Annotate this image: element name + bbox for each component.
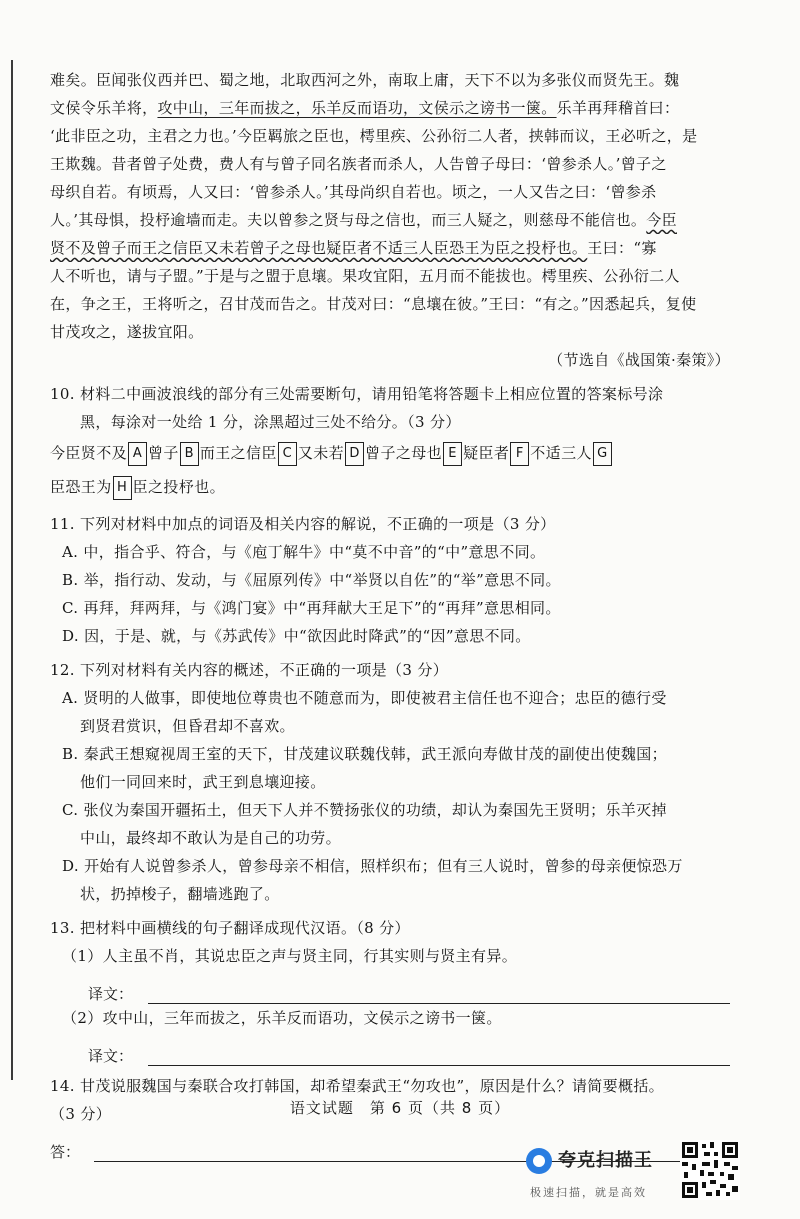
segment: 臣恐王为: [50, 478, 112, 496]
answer-line[interactable]: [148, 981, 730, 1004]
segment: 而王之信臣: [199, 444, 277, 462]
translation-answer-1: [50, 970, 730, 1004]
answer-box-a[interactable]: A: [128, 442, 147, 466]
answer-line[interactable]: [148, 1043, 730, 1066]
passage-line: 在，争之王，王将听之，召甘茂而告之。甘茂对曰：“息壤在彼。”王曰：“有之。”因悉起兵，复使: [50, 295, 697, 313]
answer-box-c[interactable]: C: [278, 442, 297, 466]
passage-line: 甘茂攻之，遂拔宜阳。: [50, 323, 204, 341]
passage: [50, 66, 730, 374]
question-stem: 12. 下列对材料有关内容的概述，不正确的一项是（3 分）: [50, 661, 449, 679]
passage-line: 贤不及曾子而王之信臣又未若曾子之母也疑臣者不适三人臣恐王为臣之投杼也。王曰：“寡: [50, 239, 657, 257]
wavy-underlined-text: 贤不及曾子而王之信臣又未若曾子之母也疑臣者不适三人臣恐王为臣之投杼也。: [50, 239, 588, 257]
question-12: [50, 656, 730, 908]
passage-line: 人不听也，请与子盟。”于是与之盟于息壤。果攻宜阳，五月而不能拔也。樗里疾、公孙衍二人: [50, 267, 680, 285]
question-stem: 10. 材料二中画波浪线的部分有三处需要断句，请用铅笔将答题卡上相应位置的答案标号涂: [50, 385, 664, 403]
passage-line: 人。’其母惧，投杼逾墙而走。夫以曾参之贤与母之信也，而三人疑之，则慈母不能信也。今臣: [50, 211, 677, 229]
option-a[interactable]: A. 中，指合乎、符合，与《庖丁解牛》中“莫不中音”的“中”意思不同。: [62, 543, 546, 561]
question-stem: 14. 甘茂说服魏国与秦联合攻打韩国，却希望秦武王“勿攻也”，原因是什么？请简要概括。: [50, 1077, 665, 1095]
segment: 疑臣者: [463, 444, 510, 462]
scanner-watermark: [526, 1140, 676, 1210]
question-stem: 11. 下列对材料中加点的词语及相关内容的解说，不正确的一项是（3 分）: [50, 515, 556, 533]
segment: 臣之投杼也。: [132, 478, 226, 496]
question-stem: 黑，每涂对一处给 1 分，涂黑超过三处不给分。（3 分）: [80, 413, 461, 431]
option-a[interactable]: A. 贤明的人做事，即使地位尊贵也不随意而为，即使被君主信任也不迎合；忠臣的德行受 到贤君赏识，但昏君却不喜欢。: [62, 689, 667, 735]
segment: 又未若: [297, 444, 345, 462]
answer-label: 译文：: [88, 985, 134, 1003]
answer-box-h[interactable]: H: [113, 476, 132, 500]
answer-box-b[interactable]: B: [180, 442, 199, 466]
page-footer: 语文试题 第 6 页（共 8 页）: [289, 1099, 511, 1117]
translation-item-1: （1）人主虽不肖，其说忠臣之声与贤主同，行其实则与贤主有异。: [62, 947, 518, 965]
exam-page: [50, 66, 730, 1162]
punctuation-row: [50, 470, 730, 504]
answer-box-f[interactable]: F: [510, 442, 529, 466]
question-stem: 13. 把材料中画横线的句子翻译成现代汉语。（8 分）: [50, 919, 410, 937]
passage-line: 母织自若。有顷焉，人又曰：‘曾参杀人。’其母尚织自若也。顷之，一人又告之曰：‘曾参杀: [50, 183, 657, 201]
question-11: [50, 510, 730, 650]
answer-label: 译文：: [88, 1047, 134, 1065]
question-13: [50, 914, 730, 1066]
option-c[interactable]: C. 再拜，拜两拜，与《鸿门宴》中“再拜献大王足下”的“再拜”意思相同。: [62, 599, 561, 617]
option-d[interactable]: D. 开始有人说曾参杀人，曾参母亲不相信，照样织布；但有三人说时，曾参的母亲便惊恐万 状，扔掉梭子，翻墙逃跑了。: [62, 857, 683, 903]
punctuation-row: [50, 436, 730, 470]
option-c[interactable]: C. 张仪为秦国开疆拓土，但天下人并不赞扬张仪的功绩，却认为秦国先王贤明；乐羊灭掉 中山，最终却不敢认为是自己的功劳。: [62, 801, 667, 847]
passage-source: （节选自《战国策·秦策》）: [548, 351, 730, 369]
translation-answer-2: [50, 1032, 730, 1066]
scanner-logo-icon: [526, 1148, 552, 1174]
wavy-underlined-text: 今臣: [646, 211, 677, 229]
segment: 不适三人: [530, 444, 592, 462]
answer-label: 答：: [50, 1143, 81, 1161]
watermark-title: 夸克扫描王: [558, 1150, 653, 1171]
option-d[interactable]: D. 因，于是、就，与《苏武传》中“欲因此时降武”的“因”意思不同。: [62, 627, 531, 645]
passage-line: 文侯令乐羊将，攻中山，三年而拔之，乐羊反而语功，文侯示之谤书一箧。乐羊再拜稽首曰：: [50, 99, 680, 117]
binding-margin-line: [11, 60, 13, 1080]
passage-line: 王欺魏。昔者曾子处费，费人有与曾子同名族者而杀人，人告曾子母曰：‘曾参杀人。’曾子之: [50, 155, 667, 173]
question-10: [50, 380, 730, 504]
passage-line: ‘此非臣之功，主君之力也。’今臣羁旅之臣也，樗里疾、公孙衍二人者，挟韩而议，王必听之，是: [50, 127, 698, 145]
answer-box-e[interactable]: E: [443, 442, 462, 466]
option-b[interactable]: B. 秦武王想窥视周王室的天下，甘茂建议联魏伐韩，武王派向寿做甘茂的副使出使魏国； 他们一同回来时，武王到息壤迎接。: [62, 745, 667, 791]
answer-box-d[interactable]: D: [345, 442, 364, 466]
question-stem: （3 分）: [50, 1105, 112, 1123]
underlined-sentence: 攻中山，三年而拔之，乐羊反而语功，文侯示之谤书一箧。: [157, 99, 557, 117]
translation-item-2: （2）攻中山，三年而拔之，乐羊反而语功，文侯示之谤书一箧。: [62, 1009, 502, 1027]
option-b[interactable]: B. 举，指行动、发动，与《屈原列传》中“举贤以自佐”的“举”意思不同。: [62, 571, 561, 589]
answer-box-g[interactable]: G: [593, 442, 612, 466]
segment: 曾子: [148, 444, 179, 462]
watermark-subtitle: 极速扫描，就是高效: [530, 1186, 647, 1199]
segment: 今臣贤不及: [50, 444, 128, 462]
passage-line: 难矣。臣闻张仪西并巴、蜀之地，北取西河之外，南取上庸，天下不以为多张仪而贤先王。魏: [50, 71, 680, 89]
segment: 曾子之母也: [365, 444, 443, 462]
qr-code-icon: [680, 1140, 740, 1200]
